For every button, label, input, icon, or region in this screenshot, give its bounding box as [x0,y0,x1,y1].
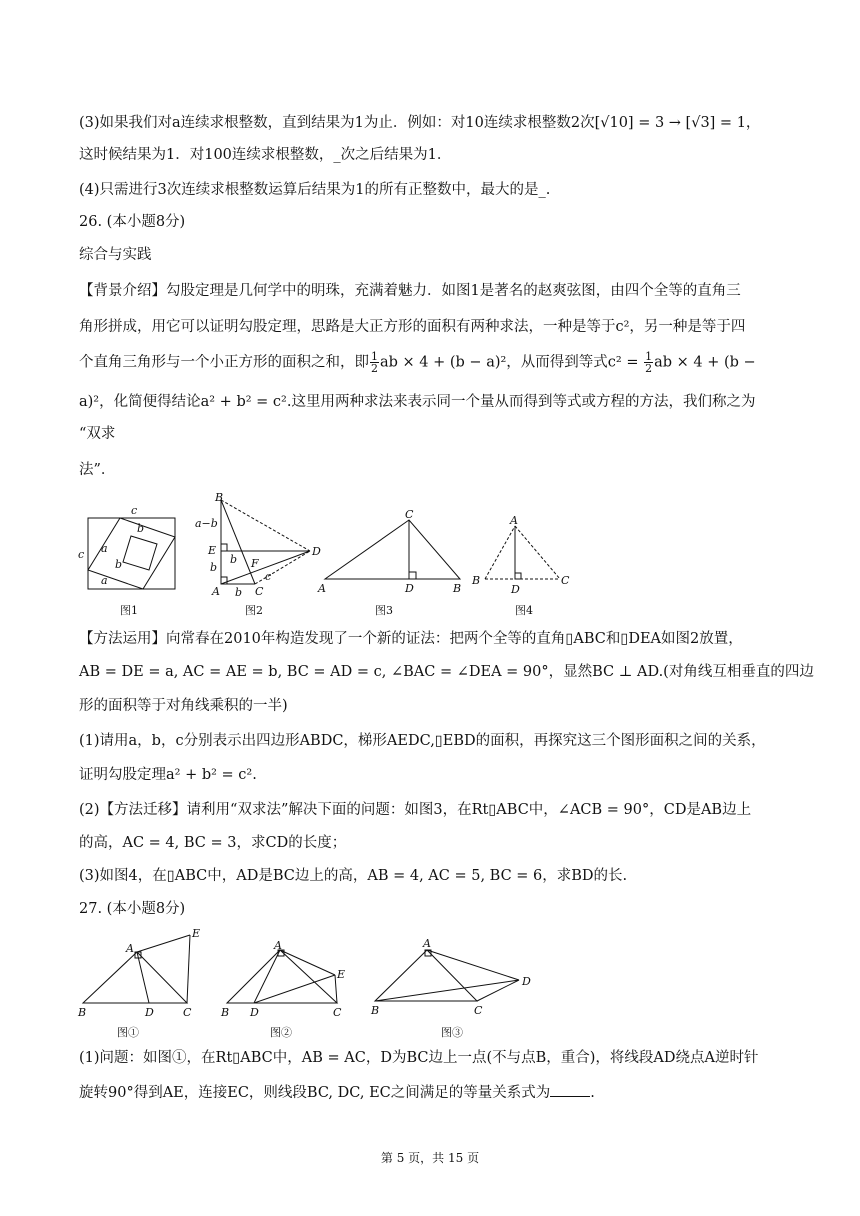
figure-g1-caption: 图① [117,1026,139,1039]
fig2-label-a-minus-b: a−b [195,517,218,530]
figure-g3-diagram [375,950,519,1001]
g1-label-D: D [145,1006,154,1019]
q26-background-line6: 法”． [79,462,116,478]
fraction-denominator: 2 [371,362,378,375]
figure-g2-diagram [227,950,337,1003]
fig1-label-a-bottom: a [101,574,108,587]
figure-g3-caption: 图③ [441,1026,463,1039]
g2-label-C: C [333,1006,342,1019]
g2-label-B: B [221,1006,230,1019]
fig3-label-C: C [405,508,414,521]
q26-background-line3 [79,351,756,374]
q25-part3-line2: 这时候结果为1．对100连续求根整数，_次之后结果为1． [79,147,452,163]
fig1-label-b-bottom: b [115,558,123,571]
fig2-label-D: D [312,545,321,558]
fig1-label-a-left: a [101,542,108,555]
q26-section-title: 综合与实践 [79,247,152,263]
figure-g1-diagram [83,935,190,1003]
g3-label-C: C [474,1004,483,1017]
g1-label-A: A [126,942,134,955]
fraction-denominator: 2 [645,362,653,375]
q27-part1-line1: (1)问题：如图①，在Rt▯ABC中，AB = AC，D为BC边上一点(不与点B，重合)，将线段AD绕点A逆时针 [79,1050,759,1066]
fig1-label-c-left: c [78,548,85,561]
q27-part1-period: . [590,1085,595,1101]
page-footer: 第 5 页，共 15 页 [380,1151,480,1165]
q26-method-line2: AB = DE = a, AC = AE = b, BC = AD = c, ∠BAC = ∠DEA = 90°，显然BC ⊥ AD.(对角线互相垂直的四边 [79,664,814,680]
g2-label-E: E [337,968,346,981]
fig2-label-B: B [215,492,224,504]
q26-figures-svg [75,492,595,622]
half-fraction [370,351,379,374]
g2-label-A: A [274,939,282,952]
fraction-numerator: 1 [371,350,378,363]
g3-label-A: A [423,937,431,950]
fig4-label-C: C [561,574,570,587]
figure-3-caption: 图3 [375,604,393,617]
figure-2-caption: 图2 [245,604,263,617]
fig3-label-D: D [405,582,414,595]
fig1-label-c-top: c [131,504,138,517]
q26-part1-line2: 证明勾股定理a² + b² = c². [79,767,257,783]
fig3-label-B: B [453,582,462,595]
fig2-label-b-inner: b [230,553,238,566]
half-fraction [644,351,653,374]
q26-part2-line2: 的高，AC = 4, BC = 3，求CD的长度； [79,835,347,851]
g1-label-C: C [183,1006,192,1019]
figure-1-caption: 图1 [120,604,138,617]
q26-bg3-text-c: ab × 4 + (b − [654,354,756,371]
fig2-label-E: E [208,544,217,557]
answer-blank[interactable] [550,1082,590,1097]
fig2-label-F: F [251,557,259,570]
q26-part2-line1: (2)【方法迁移】请利用“双求法”解决下面的问题：如图3，在Rt▯ABC中，∠ACB = 90°，CD是AB边上 [79,802,752,818]
fig3-label-A: A [318,582,326,595]
figure-4-diagram [485,526,560,579]
fig4-label-B: B [472,574,481,587]
fig4-label-D: D [511,583,520,596]
q25-part3-line1: (3)如果我们对a连续求根整数，直到结果为1为止．例如：对10连续求根整数2次[√10] = 3 → [√3] = 1， [79,115,761,131]
q26-background-line1: 【背景介绍】勾股定理是几何学中的明珠，充满着魅力．如图1是著名的赵爽弦图，由四个全等的直角三 [79,283,741,299]
q26-background-line2: 角形拼成，用它可以证明勾股定理，思路是大正方形的面积有两种求法，一种是等于c²，另一种是等于四 [79,319,746,335]
g3-label-D: D [522,975,531,988]
q26-part1-line1: (1)请用a，b，c分别表示出四边形ABDC，梯形AEDC,▯EBD的面积，再探究这三个图形面积之间的关系， [79,733,766,749]
q27-heading: 27. (本小题8分) [79,901,186,917]
fig2-label-C: C [255,585,264,598]
fraction-numerator: 1 [645,350,653,363]
g2-label-D: D [250,1006,259,1019]
q26-background-line5: “双求 [79,426,116,442]
g1-label-B: B [78,1006,87,1019]
g1-label-E: E [192,927,201,940]
fig2-label-b-left: b [210,561,218,574]
q26-bg3-text-a: 个直角三角形与一个小正方形的面积之和，即 [79,354,369,371]
q26-part3: (3)如图4，在▯ABC中，AD是BC边上的高，AB = 4, AC = 5, BC = 6，求BD的长. [79,868,628,884]
q27-part1-line2 [79,1082,595,1103]
fig2-label-A: A [212,585,220,598]
q26-heading: 26. (本小题8分) [79,214,186,230]
fig1-label-b-top: b [137,522,145,535]
fig2-label-b-bottom: b [235,586,243,599]
g3-label-B: B [371,1004,380,1017]
q26-bg3-text-b: ab × 4 + (b − a)²，从而得到等式c² = [380,354,644,371]
q26-figures [75,492,595,622]
figure-3-diagram [325,520,460,579]
q25-part4: (4)只需进行3次连续求根整数运算后结果为1的所有正整数中，最大的是_. [79,182,551,198]
q27-figures-svg [75,925,555,1045]
q27-part1-text: 旋转90°得到AE，连接EC，则线段BC, DC, EC之间满足的等量关系式为 [79,1085,551,1101]
q26-method-line1: 【方法运用】向常春在2010年构造发现了一个新的证法：把两个全等的直角▯ABC和▯DEA如图2放置， [79,631,743,647]
fig4-label-A: A [510,514,518,527]
q27-figures [75,925,555,1045]
figure-g2-caption: 图② [270,1026,292,1039]
fig2-label-c: c [265,570,272,583]
q26-method-line3: 形的面积等于对角线乘积的一半) [79,698,288,714]
q26-background-line4: a)²，化简便得结论a² + b² = c².这里用两种求法来表示同一个量从而得到等式或方程的方法，我们称之为 [79,394,756,410]
figure-4-caption: 图4 [515,604,533,617]
